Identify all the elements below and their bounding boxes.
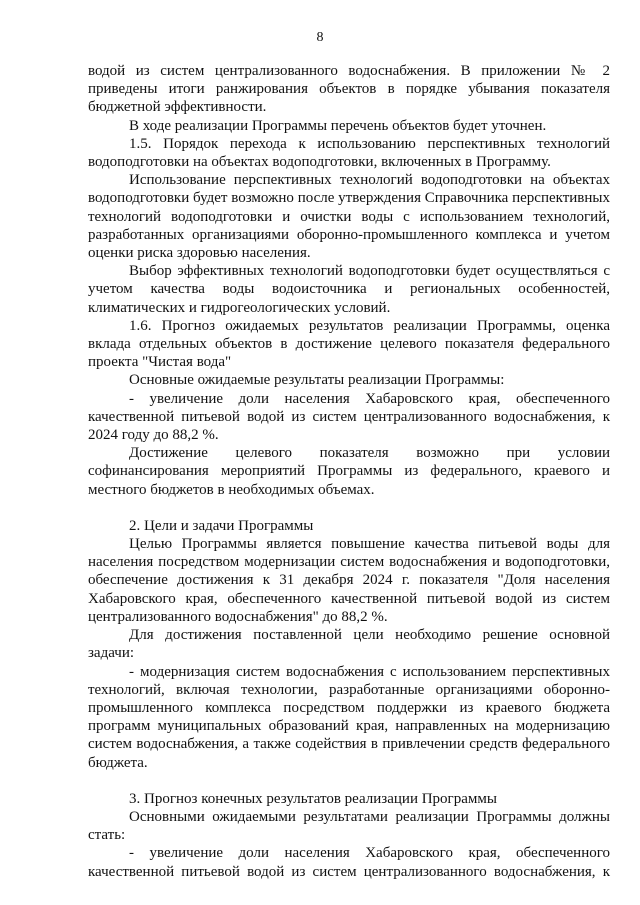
paragraph: Использование перспективных технологий водоподготовки на объектах водоподготовки будет возможно после утверждения Справочника перспективных технологий водоподготовки и очистки воды с использованием технологий, разработанных организациями оборонно-промышленного комплекса и учетом оценки риска здоровью населения. xyxy=(88,172,610,262)
section-gap xyxy=(88,499,610,517)
paragraph: Основными ожидаемыми результатами реализации Программы должны стать: xyxy=(88,808,610,844)
paragraph: 1.5. Порядок перехода к использованию перспективных технологий водоподготовки на объектах водоподготовки, включенных в Программу. xyxy=(88,135,610,171)
paragraph: - увеличение доли населения Хабаровского края, обеспеченного качественной питьевой водой из систем централизованного водоснабжения, к 2024 году до 88,2 %. xyxy=(88,390,610,444)
paragraph: Для достижения поставленной цели необходимо решение основной задачи: xyxy=(88,627,610,662)
paragraph: 2. Цели и задачи Программы xyxy=(129,517,314,534)
paragraph: Выбор эффективных технологий водоподготовки будет осуществляться с учетом качества воды водоисточника и региональных особенностей, климатических и гидрогеологических условий. xyxy=(88,263,610,316)
paragraph: - увеличение доли населения Хабаровского края, обеспеченного качественной питьевой водой из систем централизованного водоснабжения, к xyxy=(88,845,610,880)
paragraph: 3. Прогноз конечных результатов реализации Программы xyxy=(129,790,497,807)
paragraph: Целью Программы является повышение качества питьевой воды для населения посредством модернизации систем водоснабжения и водоподготовки, обеспечение достижения к 31 декабря 2024 г. показателя "Доля населения Хабаровского края, обеспеченного качественной питьевой водой из систем централизованного водоснабжения" до 88,2 %. xyxy=(88,536,610,625)
paragraph: водой из систем централизованного водоснабжения. В приложении № 2 приведены итоги ранжирования объектов в порядке убывания показателя бюджетной эффективности. xyxy=(88,63,610,116)
page-number: 8 xyxy=(316,30,324,45)
paragraph: - модернизация систем водоснабжения с использованием перспективных технологий, включая технологии, разработанные организациями оборонно-промышленного комплекса посредством поддержки из краевого бюджета программ муниципальных образований края, направленных на модернизацию систем водоснабжения, а также содействия в привлечении средств федерального бюджета. xyxy=(88,663,610,771)
paragraph: Основные ожидаемые результаты реализации Программы: xyxy=(129,372,505,389)
paragraph: В ходе реализации Программы перечень объектов будет уточнен. xyxy=(129,117,547,134)
document-body xyxy=(88,62,610,881)
paragraph: 1.6. Прогноз ожидаемых результатов реализации Программы, оценка вклада отдельных объектов в достижение целевого показателя федерального проекта "Чистая вода" xyxy=(88,317,610,371)
paragraph: Достижение целевого показателя возможно при условии софинансирования мероприятий Программы из федерального, краевого и местного бюджетов в необходимых объемах. xyxy=(88,445,610,498)
section-gap xyxy=(88,772,610,790)
